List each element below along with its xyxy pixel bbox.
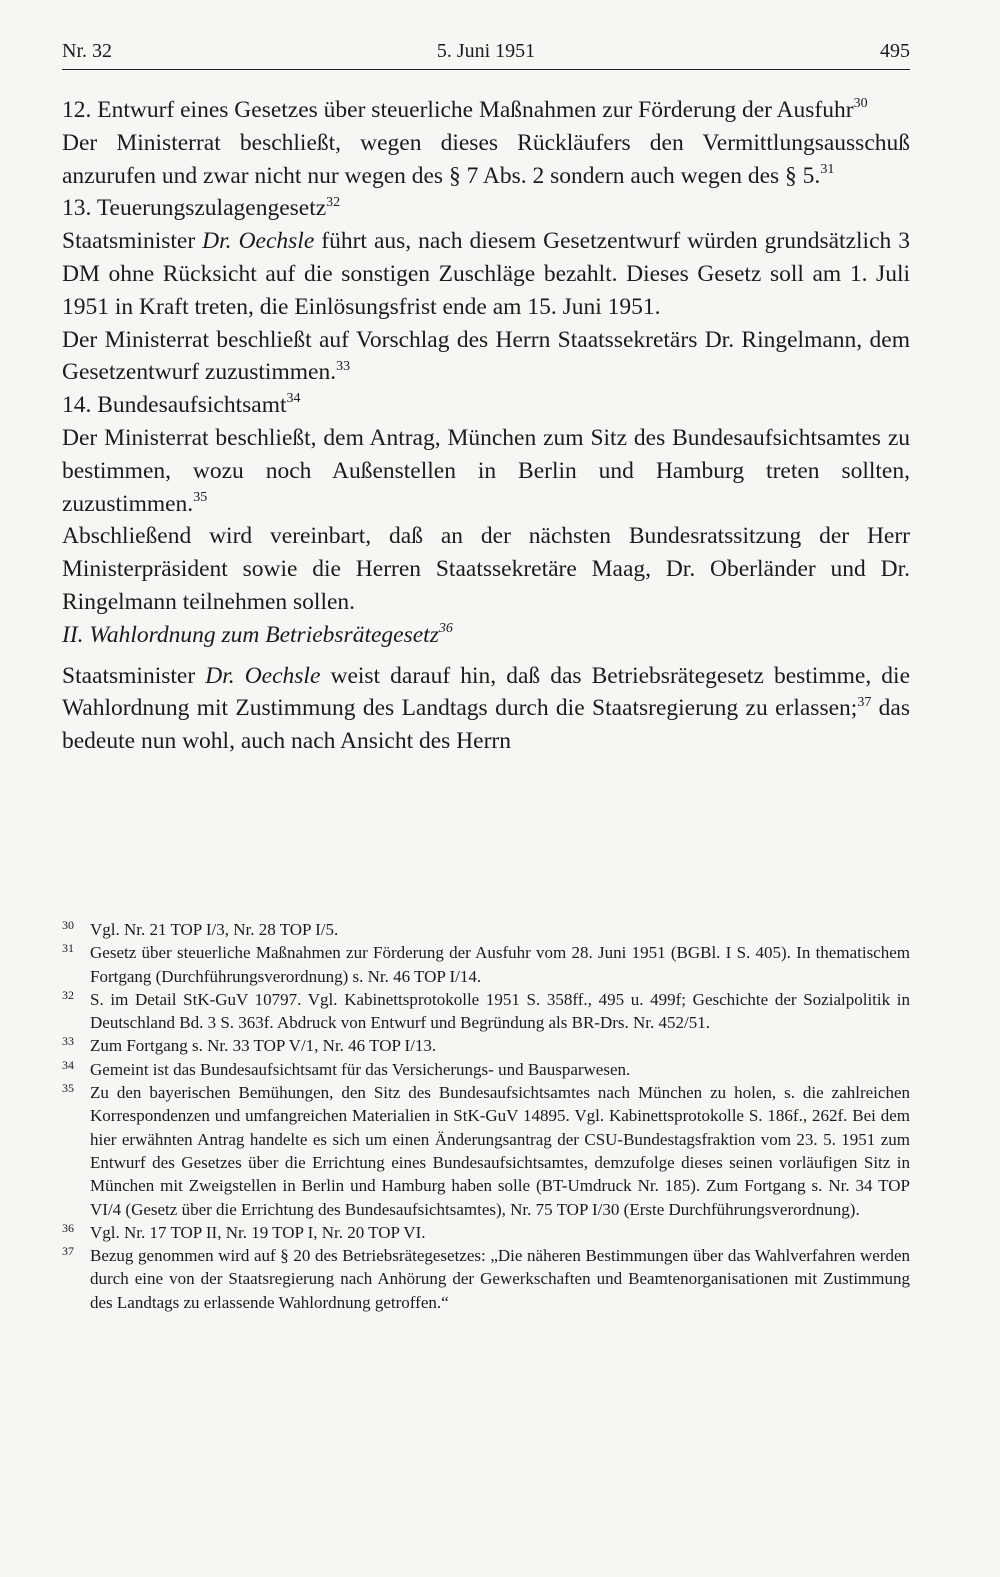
paragraph-decision-13: Der Ministerrat beschließt auf Vorschlag des Herrn Staatssekretärs Dr. Ringelmann, dem Gesetzentwurf zuzustimmen.$^{33}$ [62,326,910,386]
footnote: 31 Gesetz über steuerliche Maßnahmen zur Förderung der Ausfuhr vom 28. Juni 1951 (BGBl. I S. 405). In thematischem Fortgang (Durchführungsverordnung) s. Nr. 46 TOP I/14. [62,941,910,986]
footnote: 36 Vgl. Nr. 17 TOP II, Nr. 19 TOP I, Nr. 20 TOP VI. [62,1220,426,1242]
footnote-ref-31: 31 [820,161,835,177]
footnote: 30 Vgl. Nr. 21 TOP I/3, Nr. 28 TOP I/5. [62,918,339,939]
footnote-ref-37: 37 [857,694,872,710]
footnote-ref-32: 32 [326,194,341,210]
footnote: 34 Gemeint ist das Bundesaufsichtsamt für das Versicherungs- und Bausparwesen. [62,1057,631,1079]
agenda-item-13: 13. Teuerungszulagengesetz$^{32}$ [62,194,341,222]
footnote-ref-34: 34 [286,391,301,407]
paragraph-closing: Abschließend wird vereinbart, daß an der nächsten Bundesratssitzung der Herr Ministerpräsident sowie die Herren Staatssekretäre Maag, Dr. Oberländer und Dr. Ringelmann teilnehmen sollen. [62,523,910,615]
footnote-ref-36: 36 [438,620,453,636]
agenda-item-12: 12. Entwurf eines Gesetzes über steuerliche Maßnahmen zur Förderung der Ausfuhr$^{30}$ [62,96,868,123]
footnote: 33 Zum Fortgang s. Nr. 33 TOP V/1, Nr. 46 TOP I/13. [62,1034,437,1056]
footnote: 32 S. im Detail StK-GuV 10797. Vgl. Kabinettsprotokolle 1951 S. 358ff., 495 u. 499f; Geschichte der Sozialpolitik in Deutschland Bd. 3 S. 363f. Abdruck von Entwurf und Begründung als BR-Drs. Nr. 452/51. [62,987,910,1033]
footnote: 37 Bezug genommen wird auf § 20 des Betriebsrätegesetzes: „Die näheren Bestimmungen über das Wahlverfahren werden durch eine von der Staatsregierung nach Anhörung der Gewerkschaften und Beamtenorganisationen mit Zustimmung des Landtags zu erlassende Wahlordnung getroffen.“ [62,1244,910,1312]
footnote: 35 Zu den bayerischen Bemühungen, den Sitz des Bundesaufsichtsamtes nach München zu holen, s. die zahlreichen Korrespondenzen und umfangreichen Materialien in StK-GuV 14895. Vgl. Kabinettsprotokolle S. 186f., 262f. Bei dem hier erwähnten Antrag handelte es sich um einen Änderungsantrag der CSU-Bundestagsfraktion vom 23. 5. 1951 zum Entwurf des Gesetzes über die Errichtung eines Bundesaufsichtsamtes, demzufolge dieses seinen vorläufigen Sitz in München mit Zweigstellen in Berlin und Hamburg haben solle (BT-Umdruck Nr. 185). Zum Fortgang s. Nr. 34 TOP VI/4 (Gesetz über die Errichtung des Bundesaufsichtsamtes), Nr. 75 TOP I/30 (Erste Durchführungsverordnung). [62,1081,910,1219]
paragraph-decision-12: Der Ministerrat beschließt, wegen dieses Rückläufers den Vermittlungsausschuß anzurufen und zwar nicht nur wegen des § 7 Abs. 2 sondern auch wegen des § 5.31 [62,129,910,189]
header-date: 5. Juni 1951 [436,40,536,62]
footnote-ref-35: 35 [193,489,208,505]
document-number: Nr. 32 [62,40,112,62]
speaker-name: Dr. Oechsle [205,662,321,689]
agenda-item-14: 14. Bundesaufsichtsamt$^{34}$ [62,391,301,419]
page [62,40,910,758]
footnote-ref-33: 33 [336,358,351,374]
main-text [62,94,910,758]
paragraph-decision-14: Der Ministerrat beschließt, dem Antrag, München zum Sitz des Bundesaufsichtsamtes zu bestimmen, wozu noch Außenstellen in Berlin und Hamburg treten sollten, zuzustimmen.$^{35}$ [62,424,910,517]
page-number: 495 [880,40,910,62]
footnote-ref-30: 30 [853,96,868,112]
footnotes [62,918,910,1314]
paragraph-oechsle-ii: Staatsminister Dr. Oechsle weist darauf hin, daß das Betriebsrätegesetz bestimme, die Wahlordnung mit Zustimmung des Landtags durch die Staatsregierung zu erlassen;$^{37}$ das bedeute nun wohl, auch nach Ansicht des Herrn [62,662,911,755]
speaker-name: Dr. Oechsle [202,228,315,255]
running-header [62,40,910,70]
paragraph-oechsle-13: Staatsminister Dr. Oechsle führt aus, nach diesem Gesetzentwurf würden grundsätzlich 3 DM ohne Rücksicht auf die sonstigen Zuschläge bezahlt. Dieses Gesetz soll am 1. Juli 1951 in Kraft treten, die Einlösungsfrist ende am 15. Juni 1951. [62,228,911,320]
section-heading-ii: II. Wahlordnung zum Betriebsrätegesetz$^{36}$ [62,620,453,648]
